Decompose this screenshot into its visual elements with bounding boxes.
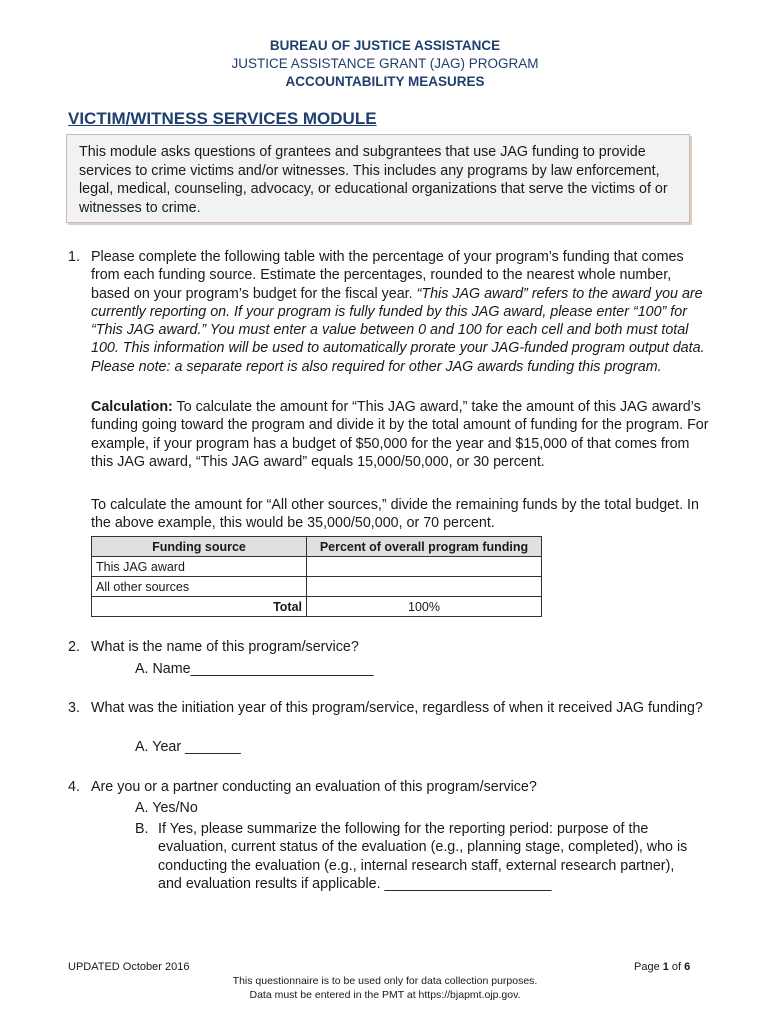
page-indicator — [634, 961, 690, 973]
total-value: 100% — [307, 597, 542, 617]
page-number: 1 — [662, 961, 669, 973]
page-of: of — [668, 961, 685, 973]
q2-name-field[interactable]: A. Name_______________________ — [135, 661, 374, 677]
funding-source-cell: All other sources — [92, 577, 307, 597]
header-program: JUSTICE ASSISTANCE GRANT (JAG) PROGRAM — [231, 56, 539, 71]
q4-evaluation-summary[interactable]: If Yes, please summarize the following for the reporting period: purpose of the evaluation, current status of the evaluation (e.g., planning stage, completed), who is conducting the evaluation (e.g., internal research staff, external research partner), and evaluation results if applicable. _____________________ — [158, 821, 688, 892]
q1-number: 1. — [68, 249, 80, 265]
funding-table — [91, 536, 542, 617]
q3-number: 3. — [68, 700, 80, 716]
q2-number: 2. — [68, 639, 80, 655]
table-row — [92, 577, 542, 597]
header-measures: ACCOUNTABILITY MEASURES — [285, 74, 485, 89]
q2-text: What is the name of this program/service? — [91, 639, 359, 655]
table-row-total — [92, 597, 542, 617]
percent-input-other[interactable] — [307, 577, 542, 597]
q1-text-plain: Please complete the following table with the percentage of your program’s funding that comes from each funding source. Estimate the percentages, rounded to the nearest whole number, based on your program’s budget for the fiscal year. — [91, 249, 684, 302]
page-prefix: Page — [634, 961, 663, 973]
q4-number: 4. — [68, 779, 80, 795]
intro-box — [66, 134, 690, 223]
intro-text: This module asks questions of grantees and subgrantees that use JAG funding to provide services to crime victims and/or witnesses. This includes any programs by law enforcement, legal, medical, counseling, advocacy, or educational organizations that serve the victims of or witnesses to crime. — [79, 144, 668, 216]
page-total: 6 — [684, 961, 691, 973]
calc-text: To calculate the amount for “This JAG award,” take the amount of this JAG award’s funding going toward the program and divide it by the total amount of funding for the program. For example, if your program has a budget of $50,000 for the year and $15,000 of that comes from this JAG award, “This JAG award” equals 15,000/50,000, or 30 percent. — [91, 399, 709, 470]
q4-b-label: B. — [135, 821, 149, 837]
q1-text-italic: “This JAG award” refers to the award you are currently reporting on. If your program is fully funded by this JAG award, please enter “100” for “This JAG award.” You must enter a value between 0 and 100 for each cell and both must total 100. This information will be used to automatically prorate your JAG-funded program output data. Please note: a separate report is also required for other JAG awards funding this program. — [91, 285, 705, 375]
q4-text: Are you or a partner conducting an evaluation of this program/service? — [91, 779, 537, 795]
q1-other-sources: To calculate the amount for “All other sources,” divide the remaining funds by the total budget. In the above example, this would be 35,000/50,000, or 70 percent. — [91, 497, 699, 532]
q4-yes-no[interactable]: A. Yes/No — [135, 800, 198, 816]
q1-calculation — [91, 398, 711, 471]
module-title: VICTIM/WITNESS SERVICES MODULE — [68, 109, 377, 128]
percent-input-this-jag[interactable] — [307, 557, 542, 577]
table-row — [92, 557, 542, 577]
q1-text — [91, 248, 711, 376]
q3-text: What was the initiation year of this program/service, regardless of when it received JAG funding? — [91, 700, 703, 716]
percent-header: Percent of overall program funding — [307, 537, 542, 557]
funding-source-cell: This JAG award — [92, 557, 307, 577]
header-agency: BUREAU OF JUSTICE ASSISTANCE — [269, 38, 501, 53]
funding-source-header: Funding source — [92, 537, 307, 557]
footer-note-1: This questionnaire is to be used only for data collection purposes. — [232, 975, 538, 987]
q3-year-field[interactable]: A. Year _______ — [135, 739, 241, 755]
calc-label: Calculation: — [91, 399, 173, 415]
footer-note-2: Data must be entered in the PMT at https://bjapmt.ojp.gov. — [249, 989, 521, 1001]
total-label: Total — [92, 597, 307, 617]
footer-updated: UPDATED October 2016 — [68, 961, 190, 973]
